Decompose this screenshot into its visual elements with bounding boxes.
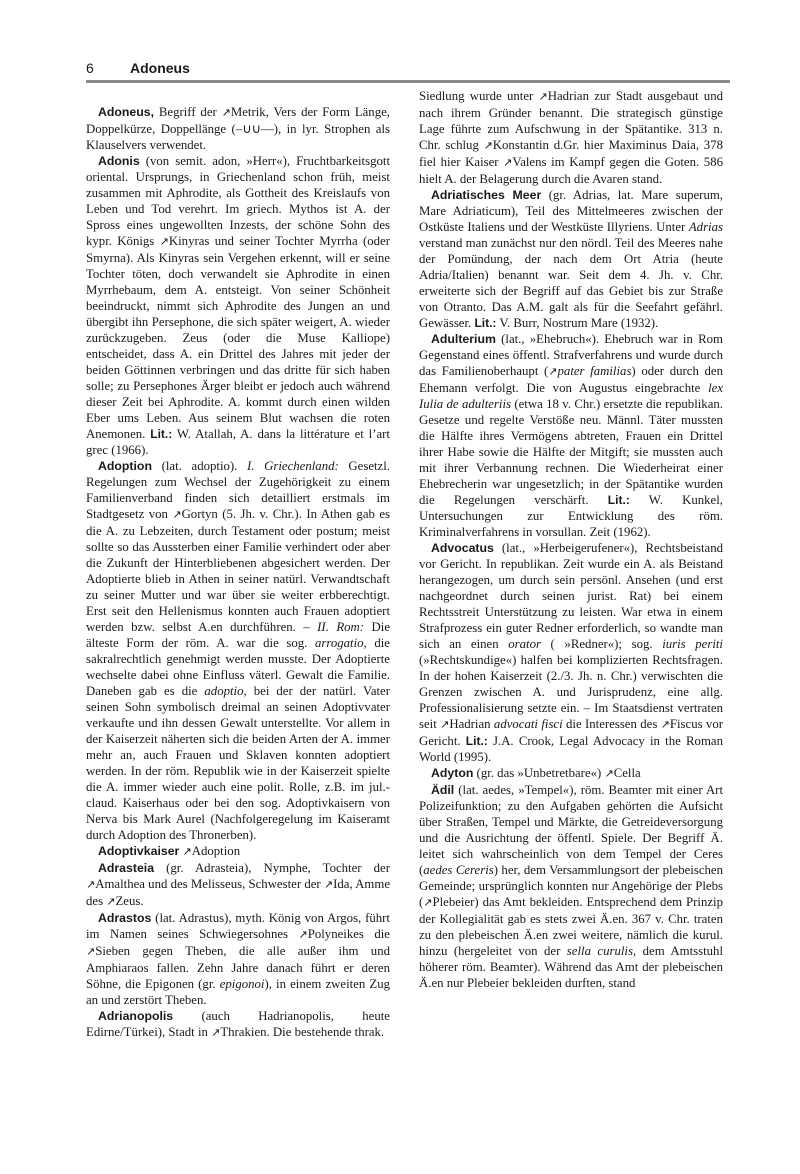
entry-text: (gr. das »Unbetretbare«): [473, 766, 605, 780]
entry-text: Polyneikes die: [307, 927, 390, 941]
entry-text: (auch Hadrianopolis, heute Edirne/Türkei), Stadt in: [86, 1009, 390, 1039]
cross-reference-arrow-icon: ↗: [538, 90, 548, 103]
entry-headword: Adyton: [431, 766, 474, 780]
entry-text: Konstantin d.Gr. hier Maximinus Daia, 378 fiel hier Kaiser: [419, 138, 723, 169]
entry-text: Kinyras und seiner Tochter Myrrha (oder Smyrna). Als Kinyras sein Vergehen erkennt, will er seine Tochter töten, doch verwandelt sie Aphrodite in einen Myrrhebaum, dem A. entsteigt. Von seiner Schönheit beeindruckt, nimmt sich Aphrodite des Jungen an und übergibt ihn Persephone, die sich später weigert, A. wieder zurückzugeben. Zeus (oder die Muse Kalliope) entscheidet, dass A. ein Drittel des Jahres mit jeder der beiden Göttinnen verbringen und das dritte für sich haben solle; zu Persephones Ärger bleibt er jedoch auch während dieser Zeit bei Aphrodite. A. kommt durch einen wilden Eber ums Leben. Aus seinem Blut wachsen die roten Anemonen.: [86, 234, 390, 441]
italic-text: sella curulis,: [566, 944, 637, 958]
left-column: [86, 104, 390, 1041]
cross-reference-arrow-icon: ↗: [159, 235, 169, 248]
entry-text: V. Burr, Nostrum Mare (1932).: [496, 316, 659, 330]
entry-text: Begriff der: [154, 105, 222, 119]
entry-text: Die älteste Form der röm. A. war die sog.: [86, 620, 391, 650]
entry-text: Sieben gegen Theben, die alle außer ihm und Amphiaraos fallen. Zehn Jahre danach führt er deren Söhne, die Epigonen (gr.: [86, 944, 390, 991]
page-number: 6: [86, 60, 94, 76]
italic-text: aedes Cereris: [423, 863, 494, 877]
entry-text: Hadrian zur Stadt ausgebaut und nach ihrem Gründer benannt. Die strategisch günstige Lage führte zum Aufschwung in der Spätantike. 313 n. Chr. schlug: [419, 89, 724, 152]
entry-headword: Adoptivkaiser: [98, 844, 180, 858]
entry-headword: Adoneus,: [98, 105, 155, 119]
italic-text: pater familias: [557, 364, 632, 378]
entry-text: (gr. Adrias, lat. Mare superum, Mare Adriaticum), Teil des Mittelmeeres zwischen der Ostküste Italiens und der Westküste Illyriens. Unter: [419, 188, 723, 234]
entry-text: Hadrian: [449, 717, 494, 731]
entry-text: (»Rechtskundige«) halfen bei komplizierten Rechtsfragen. In der hohen Kaiserzeit (2./3. Jh. n. Chr.) verwischten die Grenzen zwischen A. und Jurisprudenz, eine allg. Professionalisierung setzte ein. – Im Staatsdienst vertraten seit: [419, 653, 723, 731]
entry-advocatus: [419, 540, 723, 765]
italic-text: I. Griechenland:: [247, 459, 339, 473]
entry-text: Plebeier) das Amt bekleiden. Entsprechend dem Prinzip der Kollegialität gab es stets zwei Ä.en. 367 v. Chr. traten zu den plebeischen Ä.en zwei weitere, nämlich die kurul. hinzu (hergeleitet von der: [419, 895, 723, 958]
entry-text: Gesetzl. Regelungen zum Wechsel der Zugehörigkeit zu einem Familienverband finden sich detailliert erstmals im Stadtgesetz von: [86, 459, 390, 521]
cross-reference-arrow-icon: ↗: [323, 878, 334, 891]
entry-adriatisches-meer: [419, 187, 723, 331]
italic-text: orator: [508, 637, 541, 651]
entry-text: Cella: [613, 766, 641, 780]
cross-reference-arrow-icon: ↗: [172, 508, 182, 521]
entry-headword: Adonis: [98, 154, 140, 168]
cross-reference-arrow-icon: ↗: [86, 945, 96, 958]
italic-text: Adrias: [688, 220, 723, 234]
literature-label: Lit.:: [150, 427, 173, 441]
entry-headword: Adoption: [98, 459, 152, 473]
literature-label: Lit.:: [474, 316, 497, 330]
entry-text: J.A. Crook, Legal Advocacy in the Roman World (1995).: [419, 734, 723, 764]
entry-text: Amalthea und des Melisseus, Schwester der: [95, 877, 324, 891]
italic-text: lex Iulia de adulteriis: [419, 381, 723, 411]
entry-text: die Interessen des: [562, 717, 661, 731]
entry-headword: Adrianopolis: [98, 1009, 174, 1023]
entry-text: die sakralrechtlich genehmigt werden musste. Der Adoptierte wechselte dabei ohne Einfluss väterl. Gewalt die Familie. Daneben gab es die: [86, 636, 390, 698]
italic-text: adoptio,: [204, 684, 247, 698]
entry-text: Ida, Amme des: [86, 877, 390, 908]
entry-headword: Adrasteia: [98, 861, 155, 875]
cross-reference-arrow-icon: ↗: [211, 1026, 221, 1039]
cross-reference-arrow-icon: ↗: [503, 156, 513, 169]
entry-headword: Adriatisches Meer: [431, 188, 542, 202]
entry-text: ) oder durch den Ehemann verfolgt. Die von Augustus eingebrachte: [419, 364, 723, 395]
entry-text: dem Amtsstuhl höherer röm. Beamter). Während das Amt der plebeischen Ä.en nur Plebeier bekleiden durften, stand: [419, 944, 724, 990]
right-column: [419, 88, 723, 991]
literature-label: Lit.:: [607, 493, 630, 507]
entry-text: (lat. adoptio).: [151, 459, 248, 473]
entry-adyton: [419, 765, 723, 782]
entry-text: W. Kunkel, Untersuchungen zur Entwicklung des röm. Kriminalverfahrens in vorsullan. Zeit (1962).: [419, 493, 723, 539]
entry-text: verstand man zunächst nur den nördl. Teil des Meeres nahe der Pomündung, der nach dem Ort Atria (heute Adria/Italien) benannt war. Seit dem 4. Jh. v. Chr. erweiterte sich der Begriff auf das Gebiet bis zur Straße von Otranto. Das A.M. galt als für die Seefahrt gefährl. Gewässer.: [419, 236, 723, 330]
header-rule: [86, 80, 730, 83]
italic-text: arrogatio,: [314, 636, 367, 650]
entry-text: (gr. Adrasteia), Nymphe, Tochter der: [154, 861, 390, 875]
cross-reference-arrow-icon: ↗: [604, 767, 614, 780]
entry-adrianopolis-cont: [419, 88, 723, 187]
entry-aedil: [419, 782, 723, 991]
cross-reference-arrow-icon: ↗: [106, 895, 116, 908]
entry-adulterium: [419, 331, 723, 540]
entry-text: Valens im Kampf gegen die Goten. 586 hielt A. der Belagerung durch die Avaren stand.: [419, 155, 723, 186]
cross-reference-arrow-icon: ↗: [423, 896, 433, 909]
running-header: [86, 60, 730, 78]
entry-adonis: [86, 153, 390, 458]
entry-text: Adoption: [191, 844, 241, 858]
italic-text: advocati fisci: [493, 717, 563, 731]
entry-text: Metrik, Vers der Form Länge, Doppelkürze, Doppellänge (–∪∪––), in lyr. Strophen als Klauselvers verwendet.: [86, 105, 390, 152]
entry-text: Siedlung wurde unter: [419, 89, 539, 103]
cross-reference-arrow-icon: ↗: [86, 878, 96, 891]
entry-text: (lat., »Herbeigerufener«), Rechtsbeistand vor Gericht. In republikan. Zeit wurde ein A. als Beistand herangezogen, um durch sein persönl. Ansehen (und erst nachgeordnet durch seinen jurist. Rat) bei einem Rechtsstreit Unterstützung zu leisten. War etwa in einem Strafprozess ein guter Redner erforderlich, so wandte man sich an einen: [419, 541, 723, 651]
entry-text: (von semit. adon, »Herr«), Fruchtbarkeitsgott oriental. Ursprungs, in Griechenland schon früh, meist zusammen mit Aphrodite, als Gottheit des Kreislaufs von Leben und Tod verehrt. Im griech. Mythos ist A. der Spross eines ungewollten Inzests, der schöne Sohn des kypr. Königs: [86, 154, 390, 248]
entry-adoption: [86, 458, 390, 843]
entry-text: (lat. aedes, »Tempel«), röm. Beamter mit einer Art Polizeifunktion; zu den Aufgaben gehörten die Aufsicht über Straßen, Tempel und Märkte, die Getreideversorgung und die Ausrichtung der öffentl. Spiele. Der Begriff Ä. leitet sich wahrscheinlich von dem Tempel der Ceres (: [419, 783, 723, 877]
entry-text: (lat., »Ehebruch«). Ehebruch war in Rom Gegenstand eines öffentl. Strafverfahrens und wurde durch das Familienoberhaupt (: [419, 332, 723, 378]
cross-reference-arrow-icon: ↗: [182, 845, 192, 858]
italic-text: II. Rom:: [317, 620, 365, 634]
entry-adoneus: [86, 104, 390, 153]
entry-headword: Adrastos: [98, 911, 152, 925]
cross-reference-arrow-icon: ↗: [440, 718, 450, 731]
cross-reference-arrow-icon: ↗: [221, 106, 231, 119]
entry-text: ), in einem zweiten Zug an und zerstört Theben.: [86, 977, 390, 1007]
entry-text: bei der der natürl. Vater seinen Sohn symbolisch dreimal an seinen Adoptivvater verkaufte und ihn dessen Gewalt unterstellte. Vor allem in der Kaiserzeit näherten sich die beiden Arten der A. immer mehr an, auch Frauen und Sklaven konnten adoptiert werden. In der röm. Republik wie in der Kaiserzeit spielte die A. immer wieder auch eine polit. Rolle, z.B. im jul.-claud. Kaiserhaus oder bei den sog. Adoptivkaisern von Nerva bis Mark Aurel (Nachfolgeregelung im Kaiseramt durch Adoption des Thronerben).: [86, 684, 390, 842]
entry-text: Gortyn (5. Jh. v. Chr.). In Athen gab es die A. zu Lebzeiten, durch Testament oder postum; meist sollte so das Aussterben einer Familie verhindert oder aber die Zukunft der Hinterbliebenen abgesichert werden. Der Adoptierte blieb in Athen in seiner natürl. Verwandtschaft zu seiner Mutter und war über sie weiter erbberechtigt. Erst seit den Hellenismus konnten auch Frauen adoptiert werden bzw. selbst A.en durchführen. –: [86, 507, 390, 634]
italic-text: epigonoi: [219, 977, 265, 991]
literature-label: Lit.:: [465, 734, 488, 748]
entry-headword: Advocatus: [431, 541, 494, 555]
entry-text: Fiscus vor Gericht.: [419, 717, 723, 748]
entry-text: Zeus.: [115, 894, 144, 908]
entry-headword: Adulterium: [431, 332, 496, 346]
entry-adrianopolis: [86, 1008, 390, 1041]
running-title: Adoneus: [130, 60, 190, 76]
entry-text: Thrakien. Die bestehende thrak.: [220, 1025, 385, 1039]
entry-adoptivkaiser: [86, 843, 390, 860]
entry-headword: Ädil: [431, 783, 455, 797]
entry-adrastos: [86, 910, 390, 1008]
italic-text: iuris periti: [662, 637, 723, 651]
entry-text: ) her, dem Versammlungsort der plebeischen Gemeinde; ursprünglich konnten nur Angehörige der Plebs (: [419, 863, 723, 909]
entry-adrasteia: [86, 860, 390, 910]
cross-reference-arrow-icon: ↗: [483, 139, 493, 152]
entry-text: W. Atallah, A. dans la littérature et l’art grec (1966).: [86, 427, 390, 457]
cross-reference-arrow-icon: ↗: [660, 718, 670, 731]
entry-text: (lat. Adrastus), myth. König von Argos, führt im Namen seines Schwiegersohnes: [86, 911, 390, 941]
entry-text: ( »Redner«); sog.: [540, 637, 663, 651]
entry-text: (etwa 18 v. Chr.) ersetzte die republikan. Gesetze und regelte Verstöße neu. Männl. Täter mussten die Hälfte ihres Vermögens abtreten, Frauen ein Drittel ihrer Habe sowie die Hälfte der Mitgift; sie mussten auch mit ihrer Verbannung rechnen. Die Wiederheirat einer Ehebrecherin war ungesetzlich; in der Spätantike wurden die Regelungen verschärft.: [419, 397, 723, 507]
cross-reference-arrow-icon: ↗: [298, 928, 308, 941]
cross-reference-arrow-icon: ↗: [548, 365, 558, 378]
